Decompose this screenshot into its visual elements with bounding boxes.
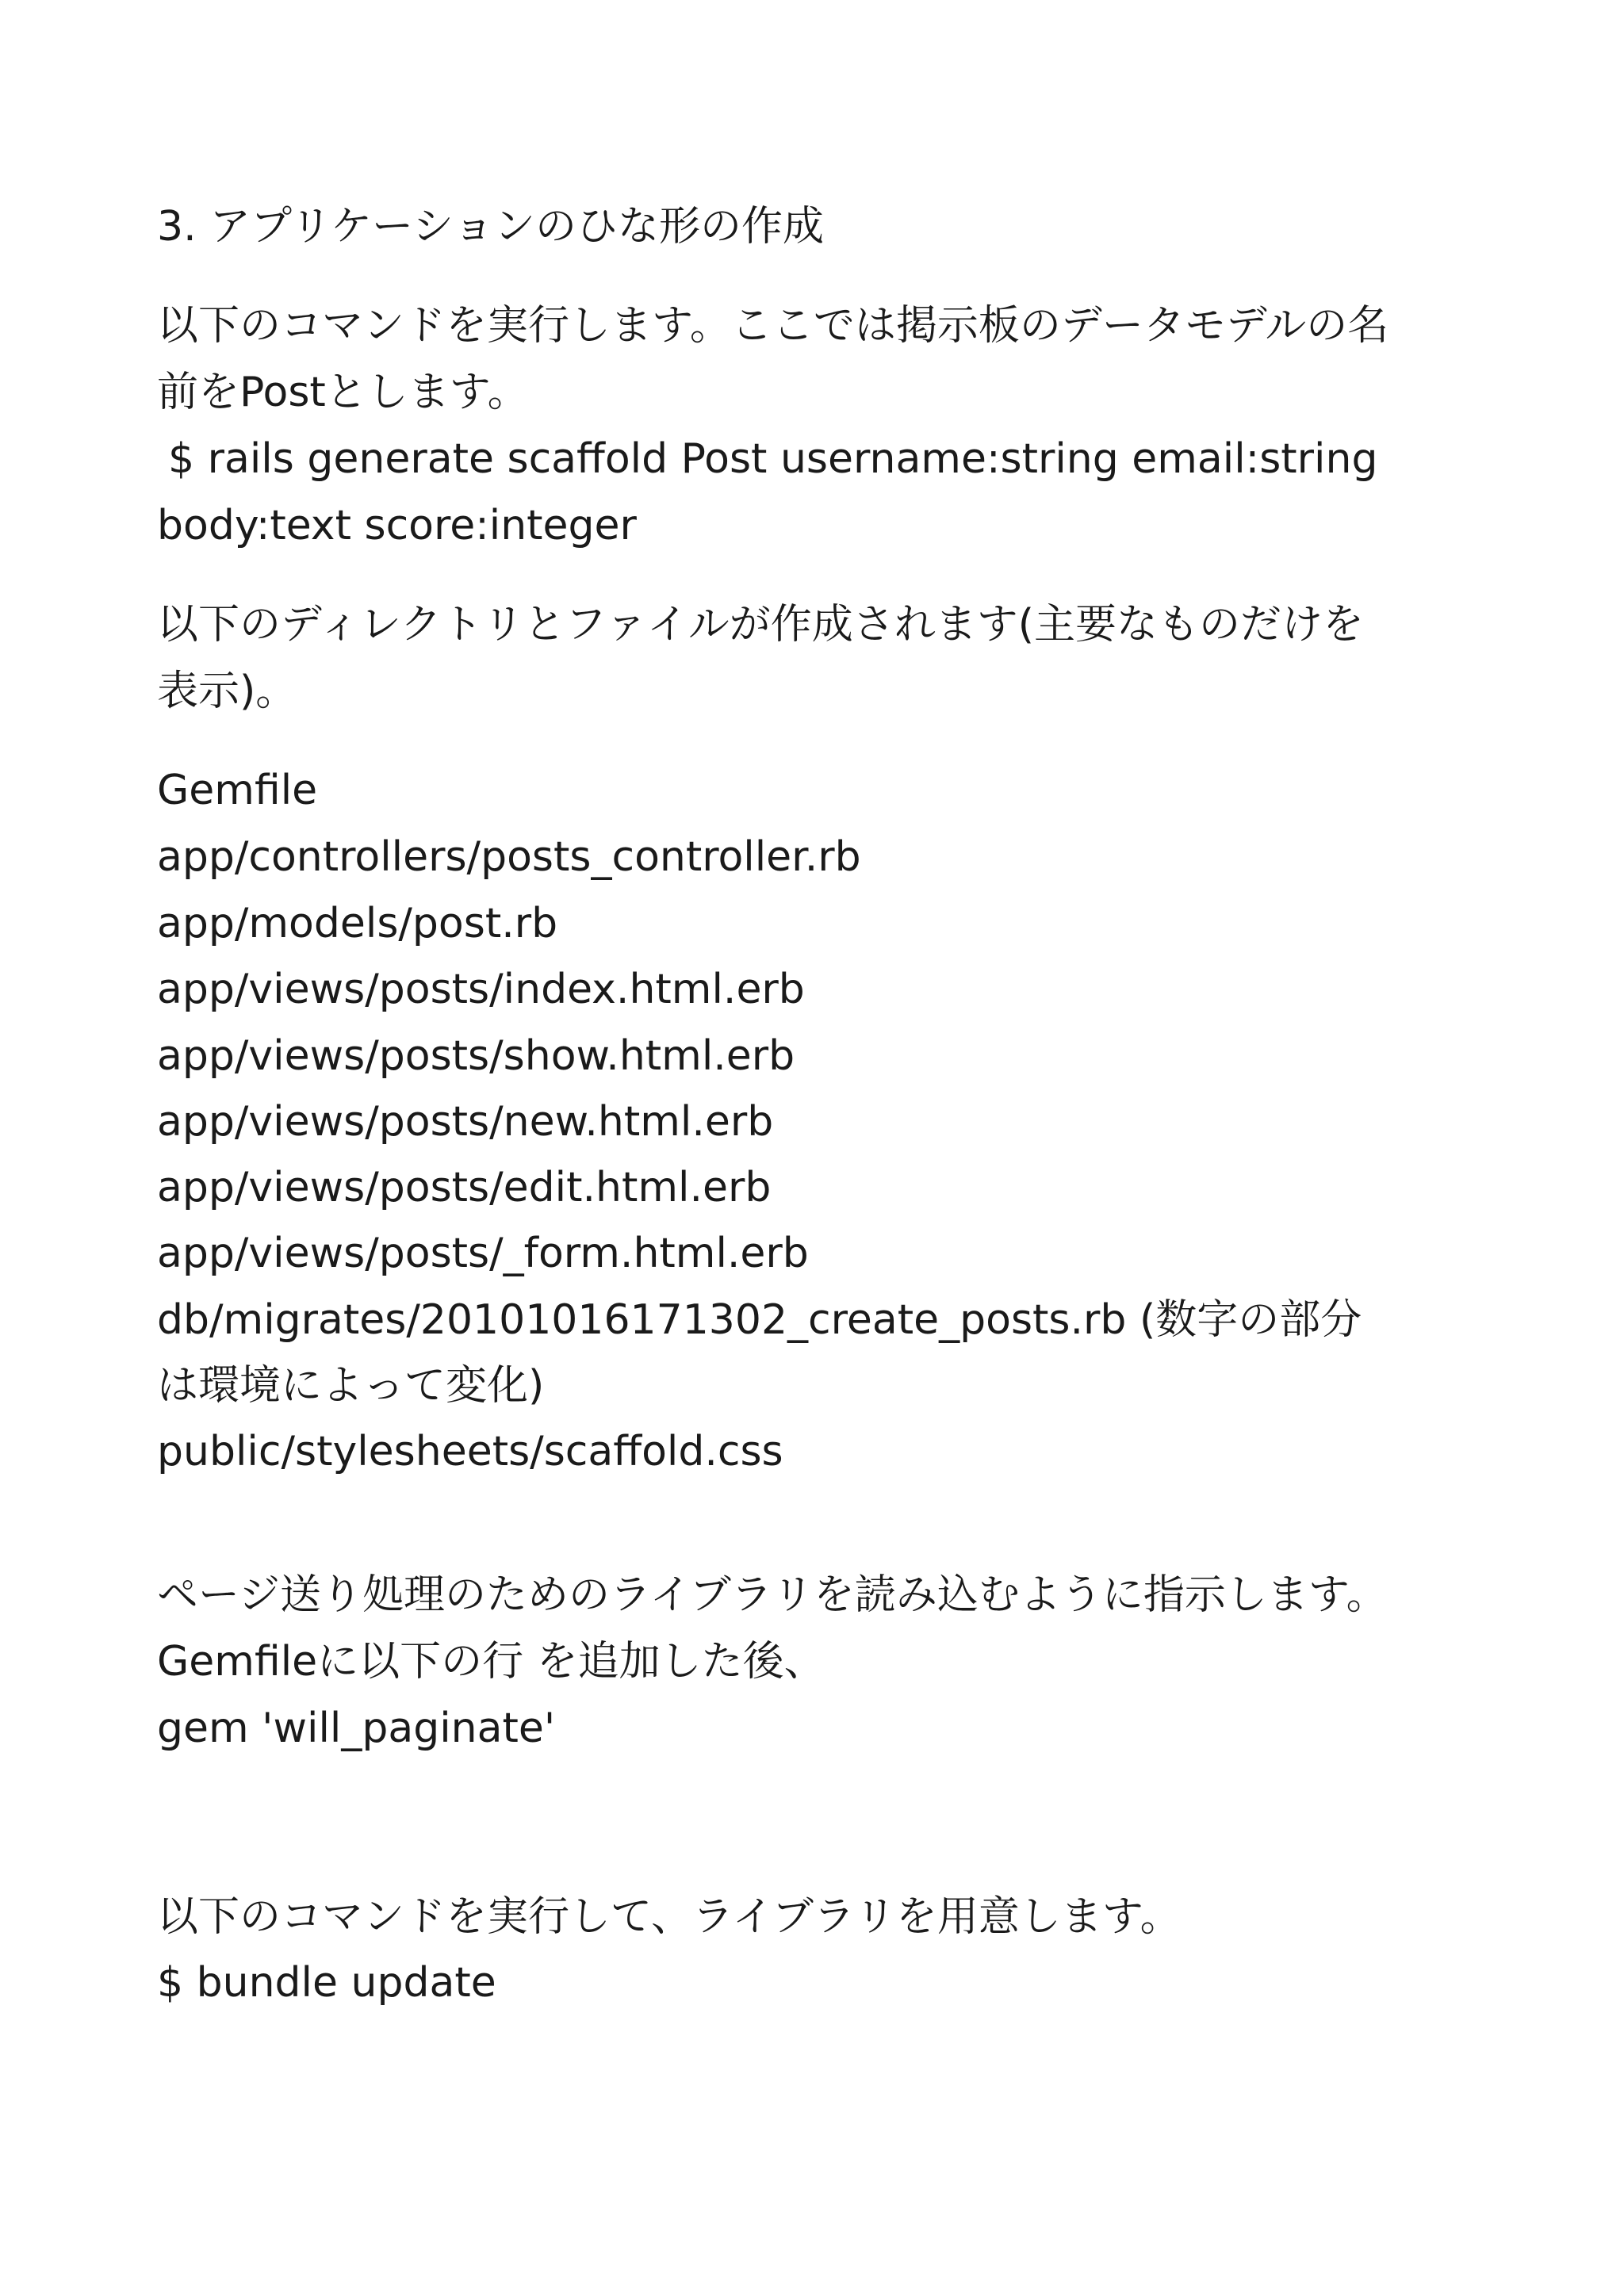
scaffold-command-line-2: body:text score:integer (157, 502, 637, 549)
file-list-item: db/migrates/20101016171302_create_posts.rb (数字の部分 (157, 1296, 1362, 1344)
bundle-text-line-1: 以下のコマンドを実行して、ライブラリを用意します。 (157, 1893, 1182, 1941)
file-list-item: は環境によって変化) (157, 1362, 545, 1410)
gem-line: gem 'will_paginate' (157, 1705, 556, 1752)
intro-text-line-1: 以下のコマンドを実行します。ここでは掲示板のデータモデルの名 (157, 302, 1389, 350)
file-list-item: app/views/posts/_form.html.erb (157, 1230, 809, 1277)
file-list-item: app/controllers/posts_controller.rb (157, 833, 861, 881)
intro-text-line-2: 前をPostとします。 (157, 369, 529, 416)
files-intro-line-1: 以下のディレクトリとファイルが作成されます(主要なものだけを (157, 601, 1365, 649)
scaffold-command-line-1: $ rails generate scaffold Post username:string email:string (168, 435, 1378, 483)
pagination-text-line-2: Gemfileに以下の行 を追加した後、 (157, 1638, 825, 1686)
file-list-item: app/views/posts/show.html.erb (157, 1032, 795, 1080)
file-list-item: app/views/posts/index.html.erb (157, 966, 805, 1013)
bundle-command: $ bundle update (157, 1959, 496, 2007)
file-list-item: app/models/post.rb (157, 900, 558, 947)
file-list-item: app/views/posts/new.html.erb (157, 1098, 774, 1146)
file-list-item: Gemfile (157, 767, 318, 814)
pagination-text-line-1: ページ送り処理のためのライブラリを読み込むように指示します。 (157, 1571, 1388, 1619)
file-list-item: public/stylesheets/scaffold.css (157, 1428, 783, 1475)
file-list-item: app/views/posts/edit.html.erb (157, 1164, 772, 1211)
section-heading: 3. アプリケーションのひな形の作成 (157, 203, 824, 251)
files-intro-line-2: 表示)。 (157, 668, 297, 715)
document-page (157, 0, 1489, 2296)
